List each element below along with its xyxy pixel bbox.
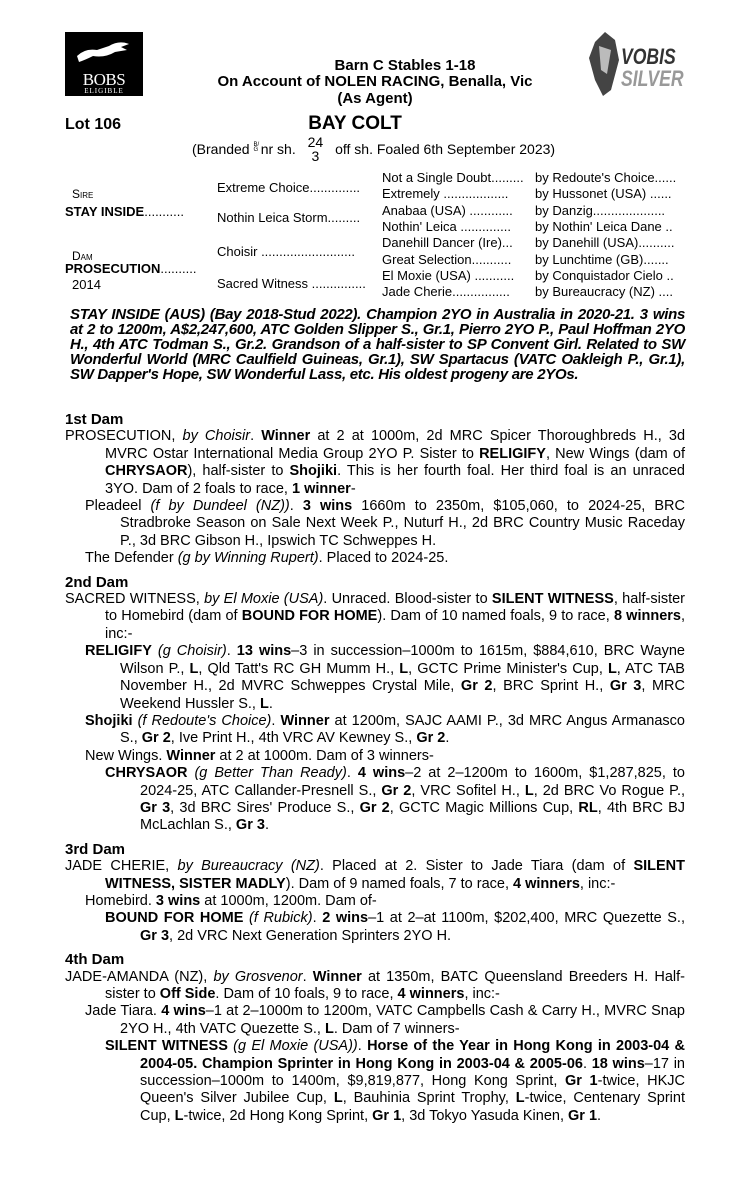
section-title: 2nd Dam (65, 573, 129, 591)
dam-label: Dam (72, 249, 93, 263)
pedigree-gen3-item: by Hussonet (USA) ...... (535, 186, 672, 202)
pedigree-gen3-item: by Danehill (USA).......... (535, 235, 675, 251)
sire-summary: STAY INSIDE (AUS) (Bay 2018-Stud 2022). Champion 2YO in Australia in 2020-21. 3 wins at 2 to 1200m, A$2,247,600, ATC Golden Slipper S., Gr.1, Pierro 2YO P., Paul Hoffman 2YO H., 4th ATC Todman S., Gr.2. Grandson of a half-sister to SP Convent Girl. Related to SW Wonderful World (MRC Caulfield Guineas, Gr.1), SW Spartacus (VATC Oakleigh P., Gr.1), SW Dapper's Hope, SW Wonderful Lass, etc. His oldest progeny are 2YOs. (70, 306, 685, 383)
dam-name: PROSECUTION.......... (65, 261, 197, 276)
vobis-horse-icon (585, 30, 625, 98)
family-entry: JADE-AMANDA (NZ), by Grosvenor. Winner at 1350m, BATC Queensland Breeders H. Half-sister to Off Side. Dam of 10 foals, 9 to race, 4 winners, inc:- (65, 968, 686, 1002)
family-entry: Homebird. 3 wins at 1000m, 1200m. Dam of- (85, 892, 377, 909)
vobis-silver-logo: VOBIS SILVER (585, 30, 685, 98)
pedigree-gen2-item: Jade Cherie................ (382, 284, 510, 300)
section-title: 3rd Dam (65, 840, 126, 858)
vendor-agent: (As Agent) (337, 90, 413, 107)
brand-mark: B/G (253, 142, 260, 153)
pedigree-gen2-item: El Moxie (USA) ........... (382, 267, 515, 283)
pedigree-gen3-item: by Redoute's Choice...... (535, 170, 677, 185)
pedigree-gen3-item: by Conquistador Cielo .. (535, 267, 674, 283)
family-details (65, 405, 685, 1125)
family-entry: PROSECUTION, by Choisir. Winner at 2 at 1000m, 2d MRC Spicer Thoroughbreds H., 3d MVRC Ostar International Media Group 2YO P. Sister to RELIGIFY, New Wings (dam of CHRYSAOR), half-sister to Shojiki. This is her fourth foal. Her third foal is an unraced 3YO. Dam of 2 foals to race, 1 winner- (65, 428, 686, 497)
brand-number: 24 3 (307, 134, 324, 164)
pedigree-gen2-item: Danehill Dancer (Ire)... (382, 235, 513, 251)
pedigree-gen2-item: Extremely .................. (382, 186, 509, 202)
family-entry: SACRED WITNESS, by El Moxie (USA). Unraced. Blood-sister to SILENT WITNESS, half-sister to Homebird (dam of BOUND FOR HOME). Dam of 10 named foals, 9 to race, 8 winners, inc:- (65, 591, 685, 642)
family-entry: RELIGIFY (g Choisir). 13 wins–3 in succession–1000m to 1615m, $884,610, BRC Wayne Wilson P., L, Qld Tatt's RC GH Mumm H., L, GCTC Prime Minister's Cup, L, ATC TAB November H., 2d MVRC Schweppes Crystal Mile, Gr 2, BRC Sprint H., Gr 3, MRC Weekend Hussler S., L. (85, 643, 685, 712)
brand-foaled-line: (Branded B/G nr sh. 24 3 off sh. Foaled 6th September 2023) (192, 134, 556, 164)
family-entry: Pleadeel (f by Dundeel (NZ)). 3 wins 1660m to 2350m, $105,060, to 2024-25, BRC Stradbroke Season on Sale Next Week P., Nuturf H., 2d BRC Country Music Raceday P., 3d BRC Gibson H., Ipswich TC Schweppes H. (85, 498, 686, 549)
pedigree-gen2-item: Not a Single Doubt......... (382, 170, 524, 185)
barn-location: Barn C Stables 1-18 (334, 57, 476, 74)
section-title: 1st Dam (65, 411, 124, 428)
pedigree-gen1-item: Choisir .......................... (217, 244, 355, 259)
pedigree-gen2-item: Nothin' Leica .............. (382, 218, 511, 234)
family-entry: Shojiki (f Redoute's Choice). Winner at 1200m, SAJC AAMI P., 3d MRC Angus Armanasco S., Gr 2, Ive Print H., 4th VRC AV Kewney S., Gr 2. (85, 712, 685, 747)
pedigree-gen3-item: by Nothin' Leica Dane .. (535, 218, 673, 234)
dam-year: 2014 (72, 277, 101, 292)
family-entry: Jade Tiara. 4 wins–1 at 2–1000m to 1200m, VATC Campbells Cash & Carry H., MVRC Snap 2YO H., 4th VATC Quezette S., L. Dam of 7 winners- (85, 1003, 685, 1037)
bobs-eligible-logo: BOBS ELIGIBLE (65, 32, 143, 96)
horse-logo-icon (75, 38, 133, 68)
section-title: 4th Dam (65, 951, 125, 969)
family-entry: The Defender (g by Winning Rupert). Placed to 2024-25. (85, 550, 449, 567)
pedigree-gen3-item: by Danzig.................... (535, 202, 666, 218)
pedigree-gen2-item: Great Selection........... (382, 251, 512, 267)
sire-label: Sire (72, 187, 94, 201)
pedigree-gen3-item: by Bureaucracy (NZ) .... (535, 284, 673, 300)
pedigree-gen1-item: Extreme Choice.............. (217, 180, 361, 195)
lot-number: Lot 106 (65, 116, 122, 133)
family-entry: New Wings. Winner at 2 at 1000m. Dam of 3 winners- (85, 747, 434, 764)
pedigree-gen1-item: Nothin Leica Storm......... (217, 210, 361, 225)
family-entry: SILENT WITNESS (g El Moxie (USA)). Horse of the Year in Hong Kong in 2003-04 & 2004-05. Champion Sprinter in Hong Kong in 2003-04 & 2005-06. 18 wins–17 in succession–1000m to 1400m, $9,819,877, Hong Kong Sprint, Gr 1-twice, HKJC Queen's Silver Jubilee Cup, L, Bauhinia Sprint Trophy, L-twice, Centenary Sprint Cup, L-twice, 2d Hong Kong Sprint, Gr 1, 3d Tokyo Yasuda Kinen, Gr 1. (105, 1038, 686, 1124)
sire-name: STAY INSIDE........... (65, 204, 184, 219)
family-entry: JADE CHERIE, by Bureaucracy (NZ). Placed at 2. Sister to Jade Tiara (dam of SILENT WITNESS, SISTER MADLY). Dam of 9 named foals, 7 to race, 4 winners, inc:- (65, 858, 685, 892)
pedigree-gen2-item: Anabaa (USA) ............ (382, 202, 513, 218)
family-entry: CHRYSAOR (g Better Than Ready). 4 wins–2 at 2–1200m to 1600m, $1,287,825, to 2024-25, ATC Callander-Presnell S., Gr 2, VRC Sofitel H., L, 2d BRC Vo Rogue P., Gr 3, 3d BRC Sires' Produce S., Gr 2, GCTC Magic Millions Cup, RL, 4th BRC BJ McLachlan S., Gr 3. (105, 765, 686, 834)
pedigree-gen3-item: by Lunchtime (GB)....... (535, 251, 669, 267)
horse-title: BAY COLT (308, 113, 402, 134)
vendor-account: On Account of NOLEN RACING, Benalla, Vic (217, 73, 533, 90)
pedigree-gen1-item: Sacred Witness ............... (217, 276, 366, 291)
family-entry: BOUND FOR HOME (f Rubick). 2 wins–1 at 2–at 1100m, $202,400, MRC Quezette S., Gr 3, 2d VRC Next Generation Sprinters 2YO H. (105, 910, 685, 944)
